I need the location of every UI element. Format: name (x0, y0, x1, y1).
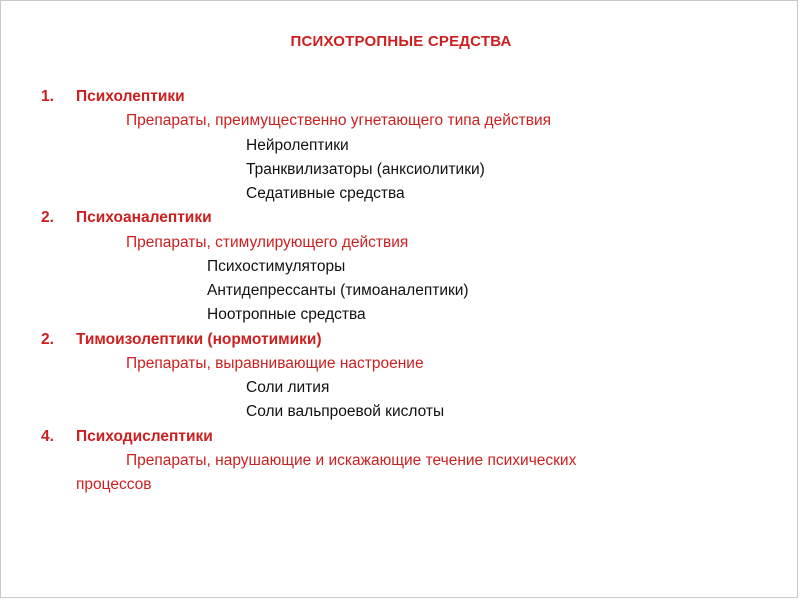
section-4-number: 4. (41, 428, 54, 445)
section-4-description: Препараты, нарушающие и искажающие течение психических (126, 452, 577, 469)
section-2-number: 2. (41, 209, 54, 226)
section-2-description: Препараты, стимулирующего действия (126, 234, 409, 251)
section-1-number: 1. (41, 88, 54, 105)
section-2-item: Ноотропные средства (207, 306, 366, 323)
section-4-heading: Психодислептики (76, 428, 213, 445)
section-1-item: Седативные средства (246, 185, 405, 202)
page-title: ПСИХОТРОПНЫЕ СРЕДСТВА (290, 33, 512, 50)
section-3-item: Соли вальпроевой кислоты (246, 403, 445, 420)
section-1-item: Нейролептики (246, 137, 349, 154)
section-4-description-continued: процессов (76, 476, 152, 493)
section-1-item: Транквилизаторы (анксиолитики) (246, 161, 485, 178)
section-3-number: 2. (41, 331, 54, 348)
section-2-item: Антидепрессанты (тимоаналептики) (207, 282, 469, 299)
section-1-heading: Психолептики (76, 88, 185, 105)
section-3-item: Соли лития (246, 379, 330, 396)
section-3-description: Препараты, выравнивающие настроение (126, 355, 424, 372)
section-2-item: Психостимуляторы (207, 258, 346, 275)
section-2-heading: Психоаналептики (76, 209, 212, 226)
section-3-heading: Тимоизолептики (нормотимики) (76, 331, 322, 348)
section-1-description: Препараты, преимущественно угнетающего типа действия (126, 112, 552, 129)
